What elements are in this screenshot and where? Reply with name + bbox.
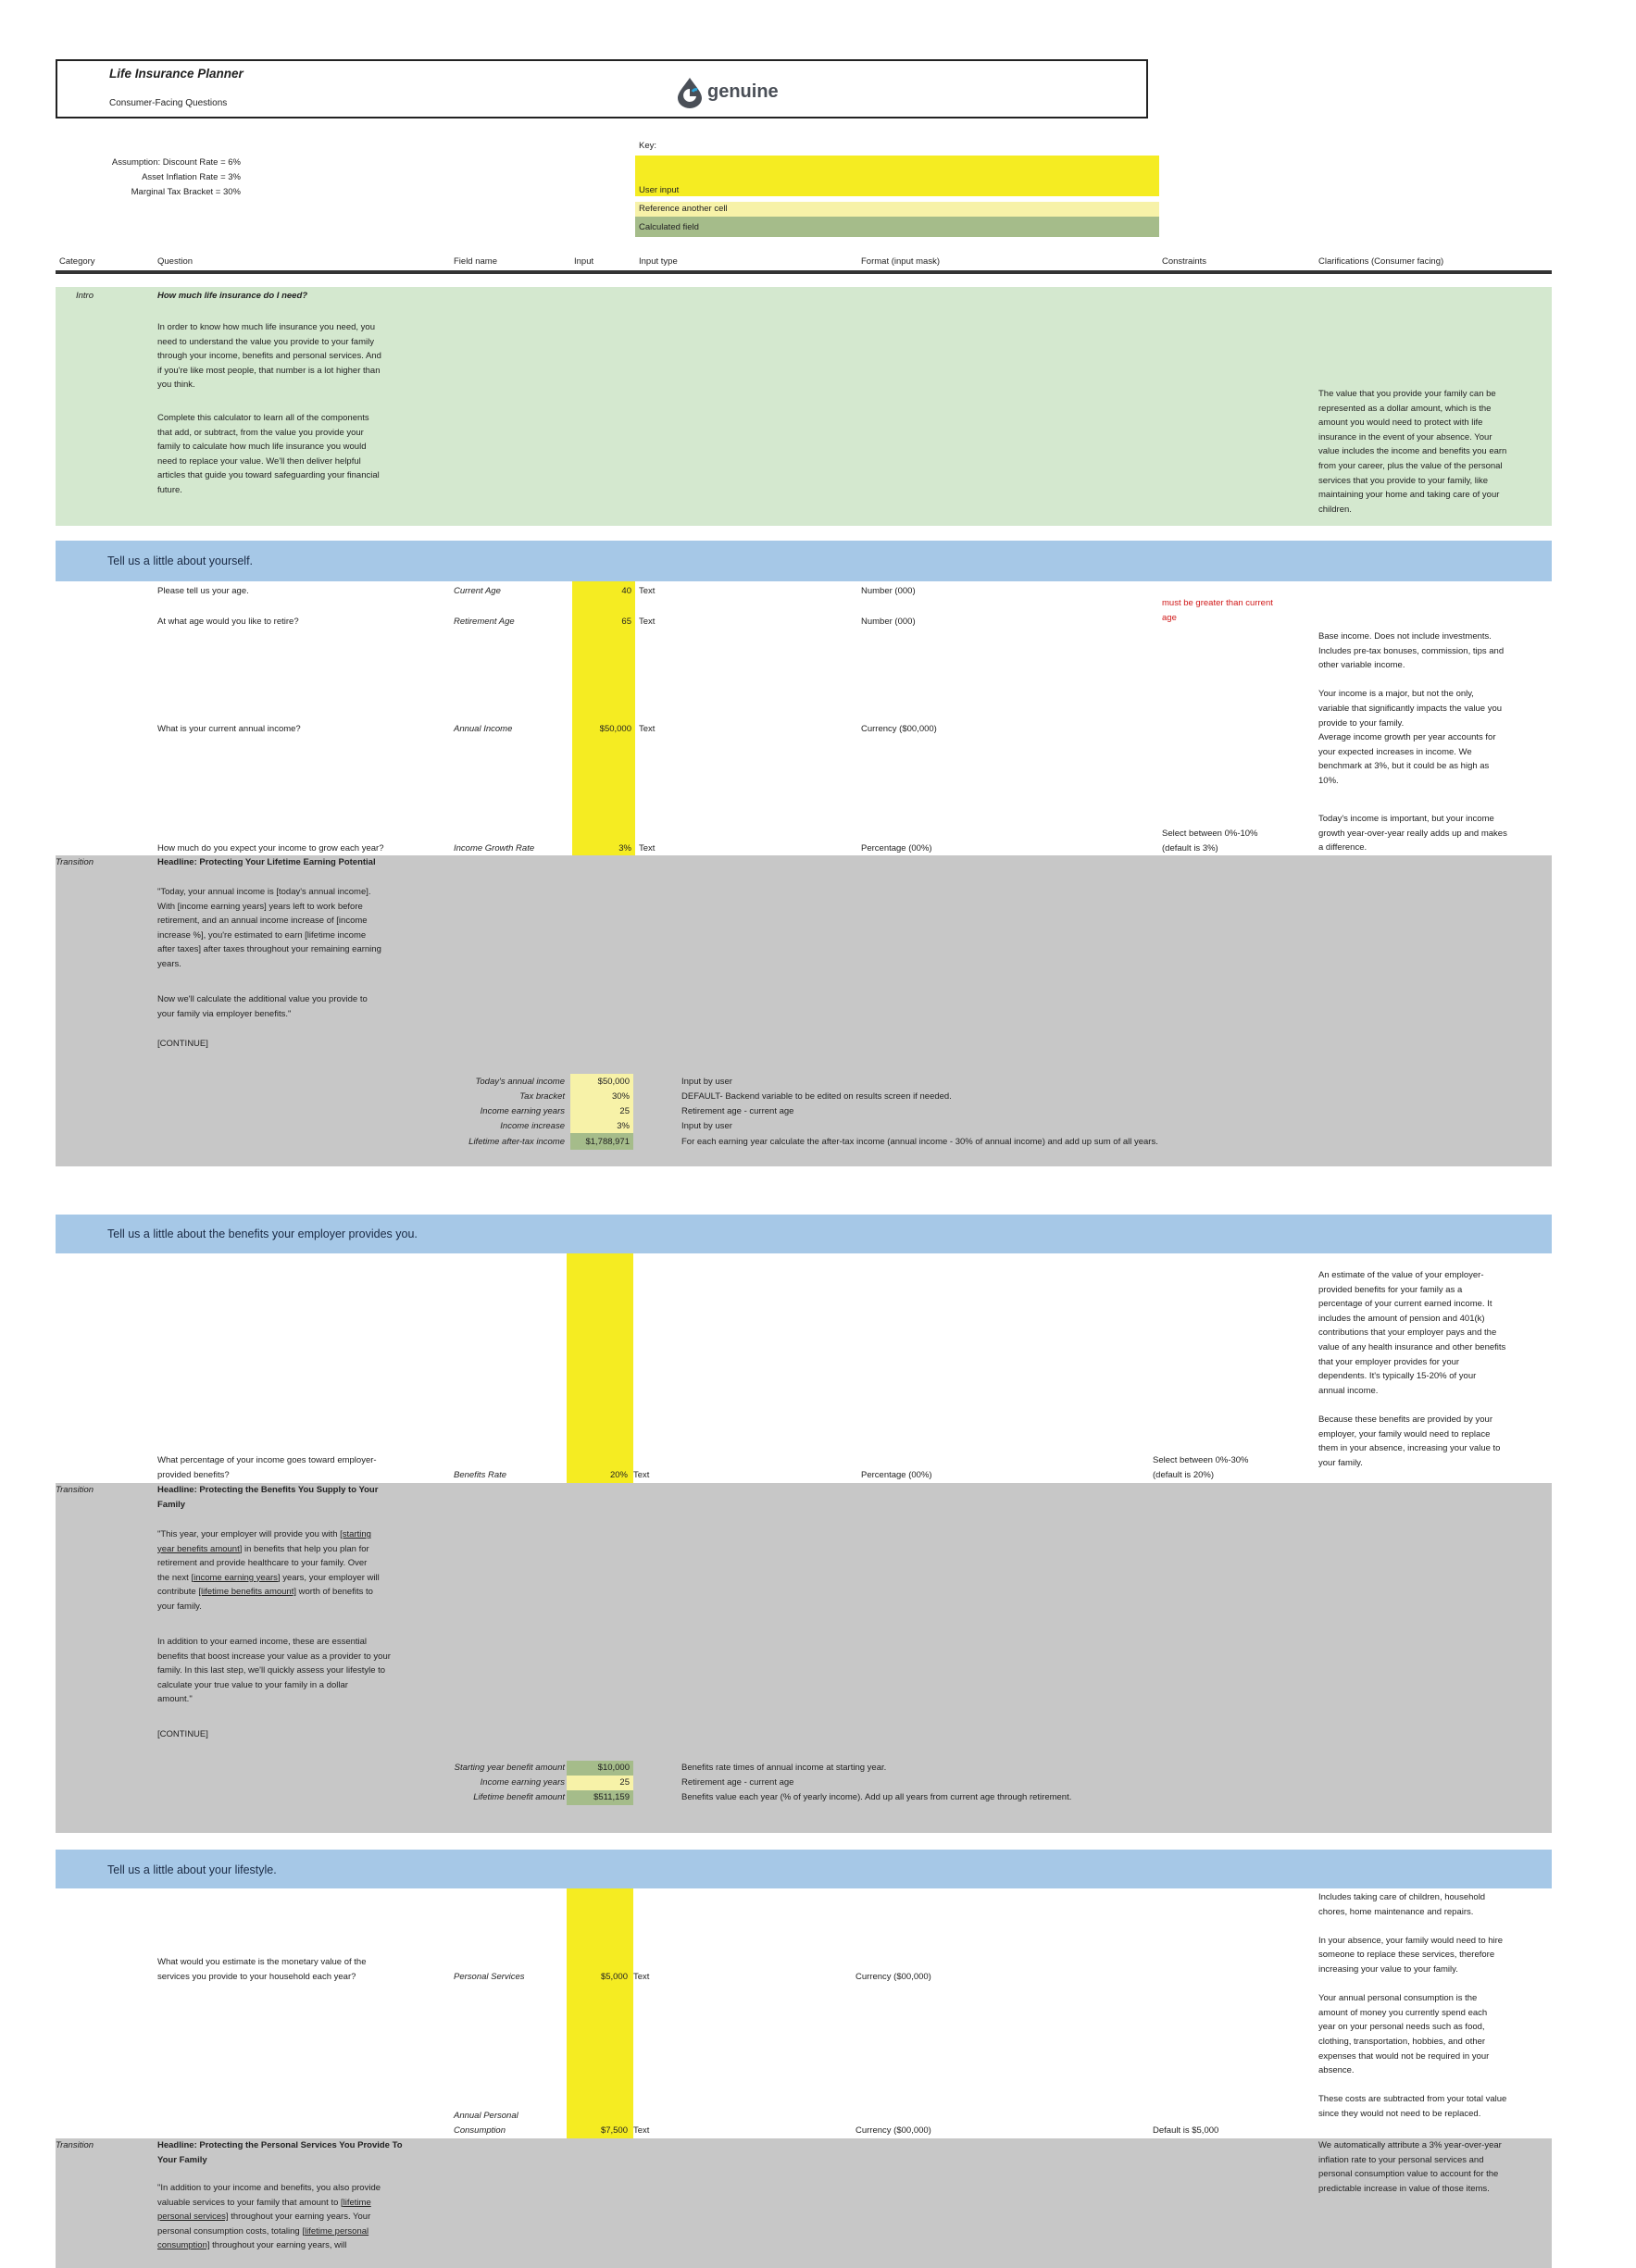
calc-2-label-2: Lifetime benefit amount <box>473 1792 565 1802</box>
col-clarifications: Clarifications (Consumer facing) <box>1318 256 1444 267</box>
calc-1-label-3: Income increase <box>500 1121 565 1131</box>
question-income: What is your current annual income? <box>157 724 301 734</box>
key-calculated-swatch <box>635 217 1159 237</box>
calc-2-value-0: $10,000 <box>597 1763 630 1773</box>
genuine-logo <box>674 76 785 113</box>
input-retirement-age[interactable]: 65 <box>621 617 631 627</box>
format-income-growth: Percentage (00%) <box>861 843 932 854</box>
calc-2-value-2: $511,159 <box>593 1792 630 1802</box>
input-benefits-rate[interactable]: 20% <box>609 1470 628 1480</box>
type-retirement-age: Text <box>639 617 656 627</box>
input-annual-income[interactable]: $50,000 <box>599 724 631 734</box>
intro-para-2: Complete this calculator to learn all of the components that add, or subtract, from the value you provide your family to calculate how much life insurance you would need to replace your value. We'll then deliver helpful articles that guide you toward safeguarding your financial future. <box>157 413 380 495</box>
calc-1-note-4: For each earning year calculate the after-tax income (annual income - 30% of annual income) and add up sum of all years. <box>681 1137 1158 1147</box>
section-3-title: Tell us a little about your lifestyle. <box>107 1863 277 1876</box>
intro-para-1: In order to know how much life insurance you need, you need to understand the value you provide to your family through your income, benefits and personal services. And if you're like most people, that number is a lot higher than you think. <box>157 322 381 391</box>
key-user-input-swatch <box>635 156 1159 196</box>
calc-2-note-0: Benefits rate times of annual income at starting year. <box>681 1763 887 1773</box>
calc-1-label-1: Tax bracket <box>519 1091 565 1102</box>
calc-2-value-1: 25 <box>619 1777 630 1788</box>
question-age: Please tell us your age. <box>157 586 249 596</box>
intro-question-title: How much life insurance do I need? <box>157 291 308 301</box>
transition-1-continue[interactable]: [CONTINUE] <box>157 1039 208 1049</box>
assumption-inflation: Asset Inflation Rate = 3% <box>142 172 241 182</box>
field-personal-services: Personal Services <box>454 1972 525 1982</box>
calc-1-label-0: Today's annual income <box>475 1077 565 1087</box>
section-2-title: Tell us a little about the benefits your employer provides you. <box>107 1227 418 1240</box>
format-retirement-age: Number (000) <box>861 617 916 627</box>
col-input: Input <box>574 256 594 267</box>
field-income-growth: Income Growth Rate <box>454 843 535 854</box>
calc-1-value-4: $1,788,971 <box>585 1137 630 1147</box>
col-field-name: Field name <box>454 256 497 267</box>
page-title: Life Insurance Planner <box>109 67 244 81</box>
constraint-benefits-rate: Select between 0%-30% (default is 20%) <box>1153 1455 1249 1480</box>
type-annual-income: Text <box>639 724 656 734</box>
transition-1-para-2: Now we'll calculate the additional value you provide to your family via employer benefits." <box>157 994 368 1019</box>
transition-3-category: Transition <box>56 2140 94 2150</box>
col-category: Category <box>59 256 95 267</box>
clarification-lifestyle: Includes taking care of children, household chores, home maintenance and repairs. In your absence, your family would need to hire someone to replace these services, therefore increasing your value to your family. Your annual personal consumption is the amount of money you currently spend each year on your personal needs such as food, clothing, transportation, hobbies, and other expenses that would not be required in your absence. These costs are subtracted from your total value since they would not need to be replaced. <box>1318 1892 1507 2119</box>
input-column-highlight-2 <box>567 1253 633 1483</box>
assumption-tax: Marginal Tax Bracket = 30% <box>131 187 241 197</box>
transition-3-para-1: "In addition to your income and benefits, you also provide valuable services to your family that amount to [lifetime personal services] throughout your earning years. Your personal consumption costs, totaling [lifetime personal consumption] throughout your earning years, will <box>157 2183 381 2251</box>
calc-1-note-1: DEFAULT- Backend variable to be edited on results screen if needed. <box>681 1091 952 1102</box>
transition-3-headline: Headline: Protecting the Personal Services You Provide To Your Family <box>157 2140 403 2165</box>
question-benefits: What percentage of your income goes toward employer- provided benefits? <box>157 1455 377 1480</box>
transition-3-clarification: We automatically attribute a 3% year-over-year inflation rate to your personal services and personal consumption value to account for the predictable increase in value of those items. <box>1318 2140 1502 2194</box>
field-current-age: Current Age <box>454 586 501 596</box>
format-annual-income: Currency ($00,000) <box>861 724 937 734</box>
key-reference-label: Reference another cell <box>639 204 728 214</box>
format-current-age: Number (000) <box>861 586 916 596</box>
field-personal-consumption: Annual Personal Consumption <box>454 2111 518 2136</box>
logo-text: genuine <box>707 81 779 102</box>
key-user-input-label: User input <box>639 185 680 195</box>
col-format: Format (input mask) <box>861 256 940 267</box>
input-personal-consumption[interactable]: $7,500 <box>600 2125 628 2136</box>
calc-1-label-4: Lifetime after-tax income <box>468 1137 565 1147</box>
intro-category: Intro <box>76 291 94 301</box>
type-benefits-rate: Text <box>633 1470 650 1480</box>
transition-1-para-1: "Today, your annual income is [today's annual income]. With [income earning years] years left to work before retirement, and an annual income increase of [income increase %], you're estimated to earn [lifetime income after taxes] after taxes throughout your remaining earning years. <box>157 887 381 969</box>
key-calculated-label: Calculated field <box>639 222 699 232</box>
constraint-income-growth: Select between 0%-10% (default is 3%) <box>1162 829 1258 854</box>
input-income-growth[interactable]: 3% <box>618 843 631 854</box>
logo-drop-icon <box>674 76 706 109</box>
intro-clarification: The value that you provide your family can be represented as a dollar amount, which is the amount you would need to protect with life insurance in the event of your absence. Your value includes the income and benefits you earn from your career, plus the value of the personal services that you provide to your family, like maintaining your home and taking care of your children. <box>1318 389 1507 515</box>
clarification-income: Base income. Does not include investments. Includes pre-tax bonuses, commission, tips and other variable income. Your income is a major, but not the only, variable that significantly impacts the value you provide to your family. Average income growth per year accounts for your expected increases in income. We benchmark at 3%, but it could be as high as 10%. <box>1318 631 1505 786</box>
col-constraints: Constraints <box>1162 256 1207 267</box>
col-question: Question <box>157 256 194 267</box>
field-retirement-age: Retirement Age <box>454 617 515 627</box>
calc-2-note-2: Benefits value each year (% of yearly income). Add up all years from current age through retirement. <box>681 1792 1072 1802</box>
section-lifestyle <box>56 1850 1552 1888</box>
transition-2-continue[interactable]: [CONTINUE] <box>157 1729 208 1739</box>
calc-1-label-2: Income earning years <box>480 1106 565 1116</box>
calc-2-label-0: Starting year benefit amount <box>454 1763 565 1773</box>
calc-1-value-2: 25 <box>619 1106 630 1116</box>
type-personal-services: Text <box>633 1972 650 1982</box>
input-column-highlight-3 <box>567 1888 633 2138</box>
constraint-retirement-age: must be greater than current age <box>1162 598 1273 623</box>
type-income-growth: Text <box>639 843 656 854</box>
input-personal-services[interactable]: $5,000 <box>600 1972 628 1982</box>
constraint-personal-consumption: Default is $5,000 <box>1153 2125 1219 2136</box>
clarification-income-growth: Today's income is important, but your income growth year-over-year really adds up and makes a difference. <box>1318 814 1507 854</box>
transition-2-para-1: "This year, your employer will provide you with [starting year benefits amount] in benefits that help you plan for retirement and provide healthcare to your family. Over the next [income earning years] years, your employer will contribute [lifetime benefits amount] worth of benefits to your family. <box>157 1529 380 1612</box>
calc-1-note-3: Input by user <box>681 1121 732 1131</box>
type-personal-consumption: Text <box>633 2125 650 2136</box>
transition-2-headline: Headline: Protecting the Benefits You Supply to Your Family <box>157 1485 379 1510</box>
section-about-you <box>56 541 1552 581</box>
calc-2-note-1: Retirement age - current age <box>681 1777 794 1788</box>
transition-1-headline: Headline: Protecting Your Lifetime Earning Potential <box>157 857 376 867</box>
transition-1-category: Transition <box>56 857 94 867</box>
section-1-title: Tell us a little about yourself. <box>107 555 254 567</box>
calc-1-note-0: Input by user <box>681 1077 732 1087</box>
input-current-age[interactable]: 40 <box>621 586 631 596</box>
calc-1-value-3: 3% <box>617 1121 630 1131</box>
transition-2-para-2: In addition to your earned income, these are essential benefits that boost increase your value as a provider to your family. In this last step, we'll quickly assess your lifestyle to calculate your true value to your family in a dollar amount." <box>157 1637 391 1705</box>
format-personal-consumption: Currency ($00,000) <box>855 2125 931 2136</box>
format-benefits-rate: Percentage (00%) <box>861 1470 932 1480</box>
transition-2-category: Transition <box>56 1485 94 1495</box>
calc-1-value-0: $50,000 <box>597 1077 630 1087</box>
calc-1-value-1: 30% <box>611 1091 630 1102</box>
type-current-age: Text <box>639 586 656 596</box>
page-subtitle: Consumer-Facing Questions <box>109 98 228 108</box>
question-retire-age: At what age would you like to retire? <box>157 617 299 627</box>
calc-1-note-2: Retirement age - current age <box>681 1106 794 1116</box>
key-title: Key: <box>639 141 657 151</box>
format-personal-services: Currency ($00,000) <box>855 1972 931 1982</box>
col-input-type: Input type <box>639 256 678 267</box>
field-annual-income: Annual Income <box>454 724 513 734</box>
clarification-benefits: An estimate of the value of your employer- provided benefits for your family as a percentage of your current earned income. It includes the amount of pension and 401(k) contributions that your employer pays and the value of any health insurance and other benefits that your employer provides for your dependents. It's typically 15-20% of your annual income. Because these benefits are provided by your employer, your family would need to replace them in your absence, increasing your value to your family. <box>1318 1270 1506 1468</box>
header-rule <box>56 270 1552 274</box>
calc-2-label-1: Income earning years <box>480 1777 565 1788</box>
assumption-discount: Assumption: Discount Rate = 6% <box>111 157 241 168</box>
field-benefits-rate: Benefits Rate <box>454 1470 507 1480</box>
question-income-growth: How much do you expect your income to grow each year? <box>157 843 384 854</box>
question-personal-services: What would you estimate is the monetary value of the services you provide to your household each year? <box>157 1957 367 1982</box>
